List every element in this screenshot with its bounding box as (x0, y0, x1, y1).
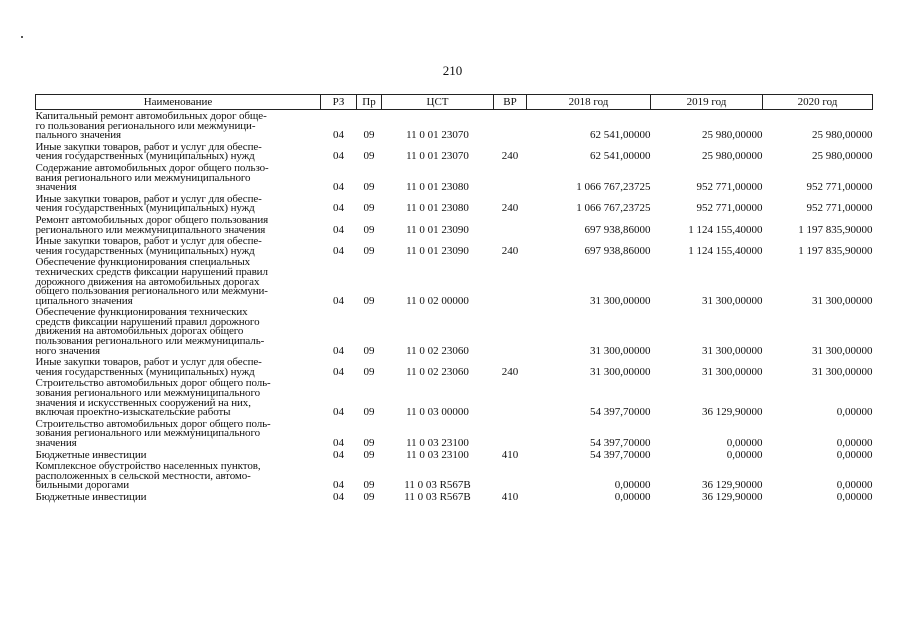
cell-pr: 09 (363, 129, 375, 142)
table-row (36, 306, 873, 356)
cell-rz: 04 (333, 223, 344, 236)
cell-vr: 240 (501, 244, 519, 257)
cell-pr: 09 (363, 437, 375, 449)
cell-name: Иные закупки товаров, работ и услуг для обеспе- чения государственных (муниципальных) нужд (35, 140, 262, 163)
cell-cst: 11 0 01 23080 (406, 202, 469, 215)
table-header-row (36, 95, 873, 110)
cell-2019: 36 129,90000 (702, 406, 763, 419)
cell-2019: 36 129,90000 (702, 479, 763, 492)
cell-rz: 04 (333, 448, 344, 461)
cell-vr: 410 (501, 448, 519, 461)
cell-2020: 31 300,00000 (812, 294, 873, 307)
cell-2019: 36 129,90000 (702, 490, 763, 503)
cell-2019: 25 980,00000 (702, 129, 763, 142)
table-row (36, 460, 873, 491)
cell-vr (494, 110, 527, 141)
cell-2020: 1 197 835,90000 (798, 244, 873, 257)
cell-name: Комплексное обустройство населенных пунктов, расположенных в сельской местности, автомо- бильными дорогами (35, 460, 261, 492)
cell-2020: 952 771,00000 (806, 181, 873, 194)
cell-2020: 25 980,00000 (812, 150, 873, 163)
cell-name: Строительство автомобильных дорог общего поль- зования регионального или межмуниципального значения (35, 417, 271, 449)
cell-pr: 09 (363, 223, 375, 236)
header-cst: ЦСТ (382, 95, 494, 110)
cell-pr: 09 (363, 294, 375, 307)
cell-2020: 0,00000 (836, 448, 873, 461)
cell-rz: 04 (333, 490, 344, 503)
cell-2020: 1 197 835,90000 (798, 223, 873, 236)
cell-2020: 31 300,00000 (812, 365, 873, 378)
cell-2020: 31 300,00000 (812, 344, 873, 357)
cell-2020: 0,00000 (836, 406, 873, 419)
cell-name: Содержание автомобильных дорог общего пользо- вания регионального или межмуниципального значения (35, 161, 269, 194)
cell-2019: 31 300,00000 (702, 294, 763, 307)
table-row (36, 418, 873, 449)
cell-vr (494, 418, 527, 449)
cell-rz: 04 (333, 406, 344, 419)
cell-rz: 04 (333, 437, 344, 449)
cell-vr (494, 214, 527, 235)
cell-2018: 62 541,00000 (590, 129, 651, 142)
table-row (36, 356, 873, 377)
cell-pr: 09 (363, 490, 375, 503)
cell-vr (494, 256, 527, 306)
cell-2020: 0,00000 (836, 490, 873, 503)
header-2020: 2020 год (763, 95, 873, 110)
cell-rz: 04 (333, 344, 344, 357)
cell-name: Обеспечение функционирования специальных технических средств фиксации нарушений правил дорожного движения на автомобильных дорогах общего пользования регионального или межмуни- ципального значения (35, 256, 268, 307)
cell-cst: 11 0 01 23090 (406, 244, 469, 257)
table-row (36, 214, 873, 235)
table-row (36, 162, 873, 193)
cell-cst: 11 0 03 R567B (404, 490, 471, 503)
cell-pr: 09 (363, 406, 375, 419)
cell-cst: 11 0 03 00000 (406, 406, 469, 419)
table-row (36, 491, 873, 503)
cell-2020: 0,00000 (836, 437, 873, 449)
cell-2018: 1 066 767,23725 (576, 202, 651, 215)
cell-2018: 31 300,00000 (590, 294, 651, 307)
cell-name: Бюджетные инвестиции (35, 490, 147, 503)
cell-pr: 09 (363, 479, 375, 492)
header-pr: Пр (357, 95, 382, 110)
cell-pr: 09 (363, 202, 375, 215)
cell-name: Капитальный ремонт автомобильных дорог обще- го пользования регионального или межмуници- пального значения (35, 110, 267, 142)
cell-2018: 1 066 767,23725 (576, 181, 651, 194)
header-2018: 2018 год (527, 95, 651, 110)
table-row (36, 110, 873, 141)
cell-vr (494, 162, 527, 193)
cell-cst: 11 0 01 23070 (406, 150, 469, 163)
cell-rz: 04 (333, 244, 344, 257)
cell-2018: 54 397,70000 (590, 437, 651, 449)
cell-vr: 410 (501, 490, 519, 503)
cell-rz: 04 (333, 181, 344, 194)
cell-pr: 09 (363, 181, 375, 194)
cell-cst: 11 0 02 23060 (406, 344, 469, 357)
cell-name: Бюджетные инвестиции (35, 448, 147, 461)
cell-2020: 0,00000 (836, 479, 873, 492)
table-row (36, 235, 873, 256)
cell-pr: 09 (363, 244, 375, 257)
cell-pr: 09 (363, 344, 375, 357)
cell-vr (494, 460, 527, 491)
cell-name: Ремонт автомобильных дорог общего пользования регионального или межмуниципального значения (35, 213, 269, 236)
cell-vr (494, 377, 527, 417)
cell-2018: 0,00000 (614, 479, 651, 492)
cell-name: Иные закупки товаров, работ и услуг для обеспе- чения государственных (муниципальных) нужд (35, 235, 262, 257)
cell-pr: 09 (363, 150, 375, 163)
page-number: 210 (442, 63, 463, 78)
cell-2019: 952 771,00000 (696, 202, 763, 215)
cell-vr: 240 (501, 202, 519, 215)
cell-cst: 11 0 02 23060 (406, 365, 469, 378)
cell-2019: 1 124 155,40000 (688, 244, 763, 257)
cell-cst: 11 0 03 23100 (406, 448, 469, 461)
cell-vr (494, 306, 527, 356)
cell-rz: 04 (333, 150, 344, 163)
cell-2018: 31 300,00000 (590, 365, 651, 378)
header-vr: ВР (494, 95, 527, 110)
budget-table (35, 94, 873, 503)
cell-2019: 25 980,00000 (702, 150, 763, 163)
cell-pr: 09 (363, 365, 375, 378)
cell-2019: 1 124 155,40000 (688, 223, 763, 236)
cell-2019: 0,00000 (726, 448, 763, 461)
cell-rz: 04 (333, 479, 344, 492)
cell-2018: 697 938,86000 (584, 244, 651, 257)
cell-name: Обеспечение функционирования технических средств фиксации нарушений правил дорожного движения на автомобильных дорогах общего пользования регионального или межмуниципаль- ного значения (35, 306, 265, 357)
cell-2018: 0,00000 (614, 490, 651, 503)
table-row (36, 377, 873, 417)
cell-cst: 11 0 01 23080 (406, 181, 469, 194)
table-row (36, 193, 873, 214)
cell-2019: 952 771,00000 (696, 181, 763, 194)
cell-2020: 25 980,00000 (812, 129, 873, 142)
cell-name: Иные закупки товаров, работ и услуг для обеспе- чения государственных (муниципальных) нужд (35, 192, 262, 215)
cell-cst: 11 0 01 23090 (406, 223, 469, 236)
cell-cst: 11 0 03 R567B (404, 479, 471, 492)
table-row (36, 141, 873, 162)
cell-2019: 31 300,00000 (702, 344, 763, 357)
cell-2018: 54 397,70000 (590, 448, 651, 461)
cell-2019: 0,00000 (726, 437, 763, 449)
cell-rz: 04 (333, 294, 344, 307)
cell-cst: 11 0 01 23070 (406, 129, 469, 142)
cell-cst: 11 0 03 23100 (406, 437, 469, 449)
cell-2019: 31 300,00000 (702, 365, 763, 378)
header-2019: 2019 год (651, 95, 763, 110)
cell-2020: 952 771,00000 (806, 202, 873, 215)
cell-rz: 04 (333, 365, 344, 378)
cell-2018: 62 541,00000 (590, 150, 651, 163)
header-name: Наименование (36, 95, 321, 110)
cell-vr: 240 (501, 150, 519, 163)
cell-2018: 54 397,70000 (590, 406, 651, 419)
cell-name: Иные закупки товаров, работ и услуг для обеспе- чения государственных (муниципальных) нужд (35, 356, 262, 378)
cell-2018: 697 938,86000 (584, 223, 651, 236)
cell-name: Строительство автомобильных дорог общего поль- зования регионального или межмуниципального значения и искусственных сооружений на них, включая проектно-изыскательские работы (35, 377, 271, 419)
cell-cst: 11 0 02 00000 (406, 294, 469, 307)
table-row (36, 256, 873, 306)
table-row (36, 449, 873, 461)
cell-rz: 04 (333, 202, 344, 215)
cell-2018: 31 300,00000 (590, 344, 651, 357)
cell-rz: 04 (333, 129, 344, 142)
header-rz: РЗ (321, 95, 357, 110)
cell-vr: 240 (501, 365, 519, 378)
cell-pr: 09 (363, 448, 375, 461)
scan-speck (21, 36, 23, 38)
